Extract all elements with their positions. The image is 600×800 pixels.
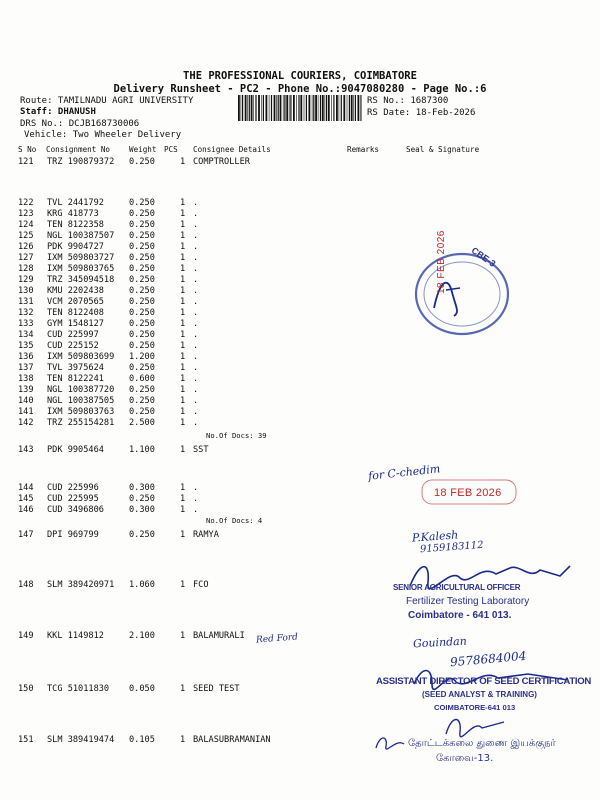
row-sno: 126 xyxy=(18,242,34,252)
row-pcs: 1 xyxy=(180,735,186,745)
row-weight: 0.300 xyxy=(129,483,155,493)
row-consignment-no: NGL 100387720 xyxy=(47,385,115,395)
row-consignee: . xyxy=(193,396,199,406)
vehicle-line: Vehicle: Two Wheeler Delivery xyxy=(24,130,182,140)
row-weight: 0.250 xyxy=(129,264,155,274)
runsheet-subtitle: Delivery Runsheet - PC2 - Phone No.:9047080280 - Page No.:6 xyxy=(113,83,487,95)
row-sno: 150 xyxy=(18,684,34,694)
row-weight: 0.600 xyxy=(129,374,155,384)
row-consignee: . xyxy=(193,198,199,208)
row-consignment-no: PDK 9904727 xyxy=(47,242,104,252)
row-sno: 144 xyxy=(18,483,34,493)
row-pcs: 1 xyxy=(180,530,186,540)
row-pcs: 1 xyxy=(180,385,186,395)
row-pcs: 1 xyxy=(180,209,186,219)
row-consignment-no: PDK 9905464 xyxy=(47,445,104,455)
col-weight: Weight xyxy=(129,145,157,154)
row-pcs: 1 xyxy=(180,297,186,307)
row-consignment-no: TCG 51011830 xyxy=(47,684,110,694)
row-pcs: 1 xyxy=(180,684,186,694)
handwritten-red-ford: Red Ford xyxy=(255,632,299,646)
row-consignment-no: CUD 3496806 xyxy=(47,505,104,515)
col-seal: Seal & Signature xyxy=(406,145,480,154)
row-consignee: . xyxy=(193,209,199,219)
row-weight: 0.250 xyxy=(129,198,155,208)
row-weight: 0.105 xyxy=(129,735,155,745)
row-consignment-no: TVL 3975624 xyxy=(47,363,104,373)
row-consignment-no: IXM 509803727 xyxy=(47,253,115,263)
row-sno: 149 xyxy=(18,631,34,641)
row-sno: 143 xyxy=(18,445,34,455)
row-sno: 145 xyxy=(18,494,34,504)
row-sno: 146 xyxy=(18,505,34,515)
drs-line: DRS No.: DCJB168730006 xyxy=(20,119,140,129)
row-weight: 0.250 xyxy=(129,275,155,285)
row-weight: 0.250 xyxy=(129,319,155,329)
row-pcs: 1 xyxy=(180,330,186,340)
row-consignee: BALAMURALI xyxy=(193,631,245,641)
row-pcs: 1 xyxy=(180,505,186,515)
row-consignee: . xyxy=(193,264,199,274)
row-consignee: . xyxy=(193,220,199,230)
row-pcs: 1 xyxy=(180,220,186,230)
row-consignee: SST xyxy=(193,445,209,455)
row-pcs: 1 xyxy=(180,483,186,493)
row-weight: 0.250 xyxy=(129,308,155,318)
row-weight: 0.250 xyxy=(129,242,155,252)
handwritten-pkalesh: P.Kalesh xyxy=(411,528,459,545)
docs-count-4: No.Of Docs: 4 xyxy=(206,516,263,525)
row-sno: 122 xyxy=(18,198,34,208)
row-weight: 0.250 xyxy=(129,253,155,263)
row-weight: 0.250 xyxy=(129,363,155,373)
row-sno: 151 xyxy=(18,735,34,745)
row-sno: 142 xyxy=(18,418,34,428)
officer-stamp-line1: SENIOR AGRICULTURAL OFFICER xyxy=(393,583,521,592)
route-line: Route: TAMILNADU AGRI UNIVERSITY xyxy=(20,96,194,106)
row-sno: 135 xyxy=(18,341,34,351)
row-sno: 129 xyxy=(18,275,34,285)
row-consignee: . xyxy=(193,494,199,504)
officer-stamp-line2: Fertilizer Testing Laboratory xyxy=(406,596,530,607)
row-pcs: 1 xyxy=(180,308,186,318)
row-consignee: SEED TEST xyxy=(193,684,240,694)
handwritten-gowindan: Gouindan xyxy=(412,634,468,651)
row-pcs: 1 xyxy=(180,242,186,252)
row-consignee: . xyxy=(193,275,199,285)
row-consignment-no: KRG 418773 xyxy=(47,209,99,219)
company-title: THE PROFESSIONAL COURIERS, COIMBATORE xyxy=(183,70,417,82)
row-sno: 139 xyxy=(18,385,34,395)
row-consignment-no: TVL 2441792 xyxy=(47,198,104,208)
row-consignment-no: TEN 8122358 xyxy=(47,220,104,230)
row-consignment-no: CUD 225997 xyxy=(47,330,99,340)
handwritten-phone-1: 9159183112 xyxy=(419,539,484,556)
date-stamp-box xyxy=(420,478,520,508)
row-sno: 134 xyxy=(18,330,34,340)
row-sno: 131 xyxy=(18,297,34,307)
row-weight: 1.200 xyxy=(129,352,155,362)
signature-scribble-3 xyxy=(440,710,510,740)
row-pcs: 1 xyxy=(180,352,186,362)
row-sno: 124 xyxy=(18,220,34,230)
row-sno: 133 xyxy=(18,319,34,329)
row-weight: 0.250 xyxy=(129,494,155,504)
row-consignment-no: DPI 969799 xyxy=(47,530,99,540)
row-pcs: 1 xyxy=(180,264,186,274)
row-pcs: 1 xyxy=(180,407,186,417)
row-weight: 1.100 xyxy=(129,445,155,455)
col-sno: S No xyxy=(18,145,37,154)
row-sno: 132 xyxy=(18,308,34,318)
row-consignee: . xyxy=(193,242,199,252)
row-pcs: 1 xyxy=(180,363,186,373)
row-weight: 0.250 xyxy=(129,530,155,540)
row-weight: 0.250 xyxy=(129,286,155,296)
row-consignee: . xyxy=(193,253,199,263)
row-consignment-no: IXM 509803763 xyxy=(47,407,115,417)
row-sno: 148 xyxy=(18,580,34,590)
row-consignee: . xyxy=(193,418,199,428)
row-pcs: 1 xyxy=(180,580,186,590)
row-pcs: 1 xyxy=(180,445,186,455)
row-sno: 147 xyxy=(18,530,34,540)
row-consignee: . xyxy=(193,297,199,307)
row-pcs: 1 xyxy=(180,286,186,296)
row-pcs: 1 xyxy=(180,374,186,384)
row-weight: 0.250 xyxy=(129,231,155,241)
row-consignee: . xyxy=(193,385,199,395)
row-consignment-no: TEN 8122408 xyxy=(47,308,104,318)
row-weight: 1.060 xyxy=(129,580,155,590)
row-consignee: . xyxy=(193,286,199,296)
row-sno: 137 xyxy=(18,363,34,373)
seed-stamp-line2: (SEED ANALYST & TRAINING) xyxy=(422,690,537,699)
row-sno: 141 xyxy=(18,407,34,417)
row-consignee: RAMYA xyxy=(193,530,219,540)
barcode xyxy=(238,95,362,121)
row-weight: 0.250 xyxy=(129,396,155,406)
row-sno: 140 xyxy=(18,396,34,406)
row-consignee: . xyxy=(193,505,199,515)
row-consignment-no: SLM 389420971 xyxy=(47,580,115,590)
row-consignment-no: VCM 2070565 xyxy=(47,297,104,307)
row-sno: 130 xyxy=(18,286,34,296)
row-consignment-no: GYM 1548127 xyxy=(47,319,104,329)
row-consignee: . xyxy=(193,308,199,318)
rs-number: RS No.: 1687300 xyxy=(367,96,449,106)
row-pcs: 1 xyxy=(180,319,186,329)
row-sno: 121 xyxy=(18,157,34,167)
staff-line: Staff: DHANUSH xyxy=(20,107,96,117)
row-weight: 0.250 xyxy=(129,157,155,167)
date-stamp-horizontal: 18 FEB 2026 xyxy=(434,487,502,499)
row-consignee: . xyxy=(193,231,199,241)
row-consignee: . xyxy=(193,352,199,362)
row-consignee: . xyxy=(193,341,199,351)
row-sno: 136 xyxy=(18,352,34,362)
row-consignment-no: SLM 389419474 xyxy=(47,735,115,745)
row-consignee: . xyxy=(193,319,199,329)
row-consignee: . xyxy=(193,483,199,493)
row-consignment-no: TEN 8122241 xyxy=(47,374,104,384)
row-consignment-no: KMU 2202438 xyxy=(47,286,104,296)
seed-stamp-line1: ASSISTANT DIRECTOR OF SEED CERTIFICATION xyxy=(376,676,592,687)
row-consignee: COMPTROLLER xyxy=(193,157,250,167)
row-weight: 2.100 xyxy=(129,631,155,641)
row-pcs: 1 xyxy=(180,631,186,641)
row-consignee: . xyxy=(193,363,199,373)
col-remarks: Remarks xyxy=(347,145,380,154)
row-consignment-no: IXM 509803765 xyxy=(47,264,115,274)
row-sno: 125 xyxy=(18,231,34,241)
row-consignment-no: IXM 509803699 xyxy=(47,352,115,362)
row-sno: 127 xyxy=(18,253,34,263)
circular-seal-stamp xyxy=(412,250,512,338)
docs-count-39: No.Of Docs: 39 xyxy=(206,431,267,440)
row-weight: 0.300 xyxy=(129,505,155,515)
row-pcs: 1 xyxy=(180,157,186,167)
rs-date: RS Date: 18-Feb-2026 xyxy=(367,108,476,118)
date-stamp-vertical: 18 FEB 2026 xyxy=(436,230,447,294)
row-pcs: 1 xyxy=(180,494,186,504)
row-consignee: . xyxy=(193,374,199,384)
row-consignment-no: CUD 225995 xyxy=(47,494,99,504)
row-pcs: 1 xyxy=(180,418,186,428)
row-weight: 0.250 xyxy=(129,297,155,307)
row-sno: 128 xyxy=(18,264,34,274)
row-consignment-no: CUD 225152 xyxy=(47,341,99,351)
row-weight: 0.250 xyxy=(129,385,155,395)
tamil-stamp-line2: கோவை-13. xyxy=(436,753,494,764)
row-weight: 0.250 xyxy=(129,407,155,417)
col-pcs: PCS xyxy=(164,145,178,154)
row-pcs: 1 xyxy=(180,253,186,263)
row-pcs: 1 xyxy=(180,231,186,241)
row-weight: 0.250 xyxy=(129,330,155,340)
officer-stamp-line3: Coimbatore - 641 013. xyxy=(408,610,512,621)
tamil-stamp-line1: தோட்டக்கலை துணை இயக்குநர் xyxy=(408,738,556,749)
row-consignee: BALASUBRAMANIAN xyxy=(193,735,271,745)
row-consignment-no: CUD 225996 xyxy=(47,483,99,493)
col-consignment: Consignment No xyxy=(46,145,111,154)
col-details: Consignee Details xyxy=(193,145,271,154)
row-consignment-no: NGL 100387507 xyxy=(47,231,115,241)
row-consignment-no: TRZ 190879372 xyxy=(47,157,115,167)
row-pcs: 1 xyxy=(180,396,186,406)
row-consignment-no: TRZ 345094518 xyxy=(47,275,115,285)
row-weight: 0.250 xyxy=(129,341,155,351)
row-consignment-no: TRZ 255154281 xyxy=(47,418,115,428)
handwritten-for-c: for C-chedim xyxy=(367,462,441,483)
row-consignment-no: NGL 100387505 xyxy=(47,396,115,406)
row-sno: 138 xyxy=(18,374,34,384)
row-sno: 123 xyxy=(18,209,34,219)
row-consignment-no: KKL 1149812 xyxy=(47,631,104,641)
row-weight: 2.500 xyxy=(129,418,155,428)
circle-stamp-text: CBE-3 xyxy=(469,245,498,269)
row-pcs: 1 xyxy=(180,275,186,285)
row-consignee: . xyxy=(193,330,199,340)
row-pcs: 1 xyxy=(180,198,186,208)
row-pcs: 1 xyxy=(180,341,186,351)
row-weight: 0.250 xyxy=(129,209,155,219)
row-weight: 0.250 xyxy=(129,220,155,230)
row-consignee: . xyxy=(193,407,199,417)
seed-stamp-line3: COIMBATORE-641 013 xyxy=(434,703,516,712)
row-consignee: FCO xyxy=(193,580,209,590)
handwritten-phone-2: 9578684004 xyxy=(449,648,527,670)
signature-scribble-4 xyxy=(372,730,408,754)
row-weight: 0.050 xyxy=(129,684,155,694)
